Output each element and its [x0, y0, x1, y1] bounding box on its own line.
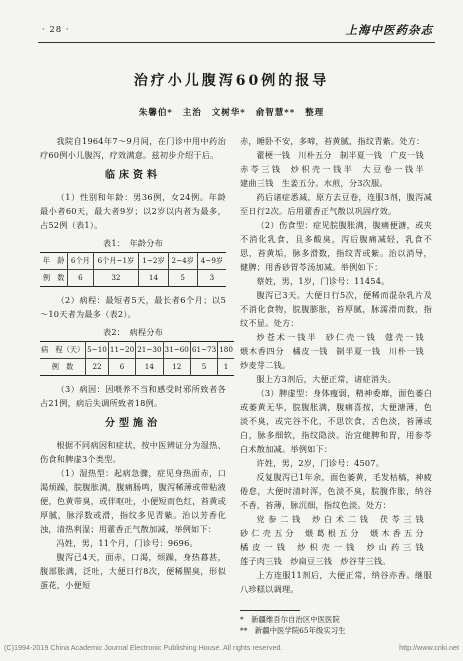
- table-cell: 例 数: [40, 270, 68, 287]
- indigestion-case: 蔡姓，男，1岁，门诊号：11454。: [256, 276, 390, 286]
- herb-item: 大豆卷一钱半: [362, 164, 424, 174]
- article-title: 治疗小儿腹泻60例的报导: [133, 73, 330, 89]
- header-rule: [38, 42, 435, 43]
- left-column: [40, 134, 233, 592]
- table-cell: 11~20: [108, 342, 135, 359]
- damp-heat-case: 冯姓，男，11个月，门诊号：9696。: [56, 538, 198, 548]
- spleen-deficiency-history: 反复腹泻已1年余，面色萎黄，毛发枯槁，神疲倦怠，大便时清时浑，色淡不臭，脘腹作胀，纳谷不香，苔薄，脉沉细，指纹色淡。处方：: [240, 472, 432, 510]
- spleen-deficiency-prescription: [240, 512, 432, 568]
- table-cell: 例 数: [40, 359, 86, 376]
- table-cell: 14: [139, 270, 168, 287]
- herb-item: 炒扁豆三钱: [290, 556, 333, 566]
- table-cell: 3: [197, 270, 226, 287]
- table-cell: 1: [218, 359, 234, 376]
- table-cell: 年 龄: [42, 256, 65, 265]
- table-cell: 6个月~1岁: [93, 253, 139, 270]
- journal-name: 上海中医药杂志: [345, 23, 433, 37]
- herb-item: 砂仁壳五分: [240, 528, 297, 538]
- spleen-deficiency-description: （3）脾虚型：身体瘦弱，精神委靡，面色萎白或萎黄无华，脘腹胀满，腹痛喜按，大便溏薄，色淡不臭，或完谷不化，不思饮食，舌色淡，苔薄或白，脉多细软，指纹隐淡。治宜健脾和胃，用参苓白术散加减。举例如下：: [240, 388, 432, 454]
- table-row: [40, 253, 226, 270]
- table-cell: 6: [68, 270, 93, 287]
- herb-item: 生姜五分。水煎，分3次服。: [281, 178, 388, 188]
- author-3: 俞智慧**: [255, 108, 296, 118]
- author-2: 文树华*: [211, 108, 246, 118]
- right-column: [240, 134, 432, 596]
- indigestion-outcome: 服上方3剂后，大便正常，诸症消失。: [256, 374, 397, 384]
- section-heading-clinical-data: 临床资料: [105, 170, 161, 181]
- table-cell: 14: [136, 359, 163, 376]
- herb-item: 炒苍术一钱半: [256, 332, 318, 342]
- footnote-1: * 新疆维吾尔自治区中医医院: [240, 615, 340, 624]
- author-2-3-role: 整理: [305, 108, 325, 118]
- table-row: [40, 342, 234, 359]
- herb-item: 炒白术二钱: [312, 514, 372, 524]
- table-cell: 1~2岁: [139, 253, 168, 270]
- section-heading-treatment: 分型施治: [105, 418, 161, 429]
- herb-item: 蔻壳一钱: [384, 332, 424, 342]
- footnote-separator: [240, 610, 300, 611]
- table-cell: 2~4岁: [168, 253, 197, 270]
- table-row: [40, 359, 234, 376]
- copyright-notice: (C)1994-2019 China Academic Journal Electronic Publishing House. All rights reserved.: [4, 643, 283, 652]
- author-1: 朱馨伯*: [138, 108, 173, 118]
- table-cell: 22: [86, 359, 109, 376]
- table-cell: 61~73: [190, 342, 217, 359]
- table-cell: 4~9岁: [197, 253, 226, 270]
- table2-caption: 表2： 病程分布: [102, 327, 164, 337]
- herb-item: 制半夏一钱: [336, 346, 381, 356]
- damp-heat-description: （1）湿热型：起病急骤，症见身热面赤，口渴烦躁，脘腹胀满，腹痛肠鸣，腹泻稀薄或带粘液便，色黄带臭，或伴呕吐，小便短而色红，苔黄或厚腻，脉浮数或滑，指纹多见青紫。治以芳香化浊，清热利湿；用藿香正气散加减，举例如下：: [40, 468, 226, 534]
- page-footer: [4, 643, 459, 652]
- classification-paragraph: 根据不同病因和症状，按中医辨证分为湿热、伤食和脾虚3个类型。: [40, 440, 226, 464]
- table-cell: 5: [168, 270, 197, 287]
- table-cell: 6个月: [68, 253, 93, 270]
- spleen-deficiency-outcome: 上方连服11剂后，大便正常，纳谷亦香。继服八珍糕以调理。: [240, 570, 432, 594]
- table-cell: 31~60: [163, 342, 190, 359]
- damp-heat-outcome: 药后诸症悉减，原方去豆卷，连服3剂，腹泻减至日行2次。后用藿香正气散以巩固疗效。: [240, 192, 432, 216]
- herb-item: 炒枳壳一钱: [297, 542, 359, 552]
- page-number: · 28 ·: [42, 25, 70, 35]
- herb-item: 砂仁壳一钱: [325, 332, 377, 342]
- herb-item: 广皮一钱: [390, 150, 424, 160]
- table-cell: 180: [218, 342, 234, 359]
- herb-item: 制半夏一钱: [339, 150, 382, 160]
- damp-heat-history: 腹泻已4天，面赤，口渴，烦躁，身热暮甚，腹部胀满，泛吐，大便日行8次，便稀腥臭，形似蛋花，小便短: [40, 552, 226, 590]
- table1-age-distribution: [40, 252, 226, 287]
- herb-item: 茯苓三钱: [379, 514, 424, 524]
- herb-item: 橘皮一钱: [292, 346, 329, 356]
- table-row: [40, 270, 226, 287]
- herb-item: 赤苓三钱: [240, 164, 283, 174]
- herb-item: 川朴一钱: [388, 346, 424, 356]
- herb-item: 炒山药三钱: [366, 542, 424, 552]
- indigestion-history: 腹泻已3天。大便日行5次，便稀而混杂乳片及不消化食物，脘腹膨胀，苔厚腻，脉濡滑而数，指纹不显。处方：: [240, 290, 432, 328]
- herb-item: 煨木香四分: [240, 346, 285, 356]
- course-paragraph: （2）病程：最短者5天，最长者6个月；以5～10天者为最多（表2）。: [40, 295, 226, 319]
- footer-url: http://www.cnki.net: [399, 643, 459, 652]
- table1-caption: 表1： 年龄分布: [102, 238, 164, 248]
- table-cell: 病 程（天）: [41, 345, 85, 354]
- table-cell: 12: [163, 359, 190, 376]
- cause-paragraph: （3）病因：因喂养不当和感受时邪所致者各占21例，病后失调所致者18例。: [40, 384, 226, 408]
- table-cell: 6: [108, 359, 135, 376]
- spleen-deficiency-case: 许姓，男，2岁，门诊号：4507。: [256, 458, 385, 468]
- table-cell: 5: [190, 359, 217, 376]
- author-line: [0, 106, 463, 118]
- footnotes: [240, 610, 432, 636]
- intro-paragraph: 我院自1964年7～9月间，在门诊中用中药治疗60例小儿腹泻，疗效满意。兹初步介绍于后。: [40, 136, 226, 160]
- table-cell: 32: [93, 270, 139, 287]
- footnote-2: ** 新疆中医学院65年级实习生: [240, 626, 346, 635]
- herb-item: 炒麦芽二钱。: [240, 360, 291, 370]
- herb-item: 炒枳壳一钱半: [290, 164, 355, 174]
- herb-item: 川朴五分: [298, 150, 332, 160]
- herb-item: 藿梗一钱: [256, 150, 290, 160]
- gender-age-paragraph: （1）性别和年龄：男36例，女24例。年龄最小者60天，最大者9岁；以2岁以内者为最多，占52例（表1）。: [40, 192, 226, 230]
- herb-item: 莲子肉三钱: [240, 556, 282, 566]
- damp-heat-prescription: [240, 148, 432, 190]
- indigestion-description: （2）伤食型：症见脘腹胀满，腹痛便溏，或夹不消化乳食，且多酸臭，泻后腹痛减轻，乳食不思，苔黄垢，脉多滑数，指纹青或紫。治以消导，健脾；用香砂胃苓汤加减。举例如下：: [240, 220, 432, 272]
- table-cell: 5~10: [86, 342, 109, 359]
- author-1-role: 主治: [182, 108, 202, 118]
- indigestion-prescription: [240, 330, 432, 372]
- herb-item: 建曲三钱: [240, 178, 274, 188]
- table2-course-distribution: [40, 341, 234, 376]
- table-cell: 21~30: [136, 342, 163, 359]
- herb-item: 煨葛根五分: [304, 528, 362, 538]
- herb-item: 煨木香五分: [369, 528, 424, 538]
- herb-item: 党参二钱: [256, 514, 304, 524]
- damp-heat-history-continued: 赤，睡卧不安，多啼，苔黄腻，指纹青紫。处方：: [240, 136, 425, 146]
- herb-item: 橘皮一钱: [240, 542, 289, 552]
- herb-item: 炒谷芽三钱。: [340, 556, 391, 566]
